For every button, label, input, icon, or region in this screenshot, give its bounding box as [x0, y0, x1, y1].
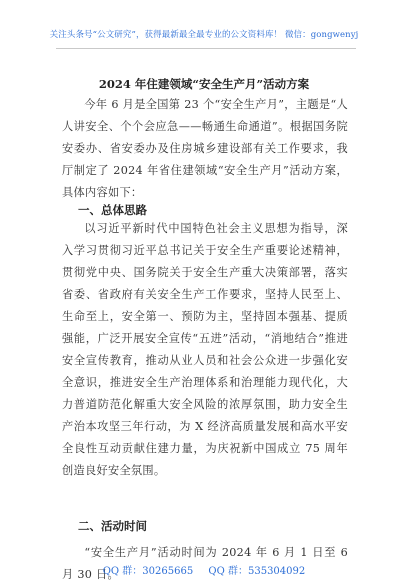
header-divider — [56, 48, 356, 49]
section-heading-activity-time: 二、活动时间 — [78, 519, 147, 533]
section-body-activity-time: “安全生产月”活动时间为 2024 年 6 月 1 日至 6 月 30 日。 — [62, 546, 348, 581]
header-promo-note: 关注头条号“公文研究”，获得最新最全最专业的公文资料库！ 微信：gongwenyj — [49, 30, 359, 40]
footer-contacts — [0, 562, 408, 577]
intro-paragraph: 今年 6 月是全国第 23 个“安全生产月”，主题是“人人讲安全、个个会应急——畅通生命通道”。根据国务院安委办、省安委办及住房城乡建设部有关工作要求，我厅制定了 2024 年省住建领域“安全生产月”活动方案，具体内容如下： — [62, 98, 348, 199]
footer-qq-group-1: QQ 群：30265665 — [102, 566, 194, 577]
footer-qq-group-2: QQ 群：535304092 — [208, 566, 306, 577]
document-title: 2024 年住建领域“安全生产月”活动方案 — [98, 77, 310, 91]
section-heading-overall-approach: 一、总体思路 — [78, 203, 147, 217]
section-body-overall-approach: 以习近平新时代中国特色社会主义思想为指导，深入学习贯彻习近平总书记关于安全生产重要论述精神，贯彻党中央、国务院关于安全生产重大决策部署，落实省委、省政府有关安全生产工作要求，坚持人民至上、生命至上，安全第一、预防为主，坚持固本强基、提质强能，广泛开展安全宣传“五进”活动，“消地结合”推进安全宣传教育，推动从业人员和社会公众进一步强化安全意识，推进安全生产治理体系和治理能力现代化，大力普道防范化解重大安全风险的浓厚氛围，助力安全生产治本攻坚三年行动，为 X 经济高质量发展和高水平安全良性互动贡献住建力量，为庆祝新中国成立 75 周年创造良好安全氛围。 — [62, 222, 348, 477]
